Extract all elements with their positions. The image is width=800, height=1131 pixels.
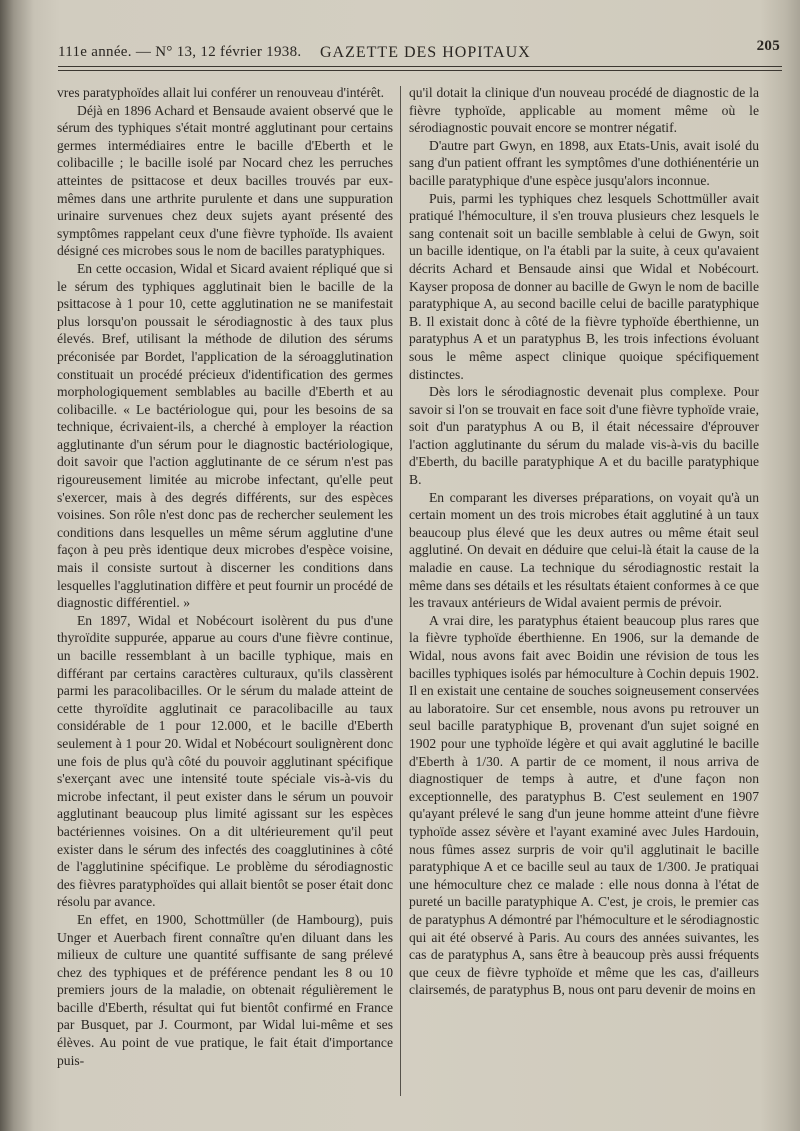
paragraph: A vrai dire, les paratyphus étaient beaucoup plus rares que la fièvre typhoïde éberthienne. En 1906, sur la demande de Widal, nous avons fait avec Boidin une révision de tous les bacilles typhiques isolés par hémoculture à Cochin depuis 1902. Il en existait une centaine de souches soigneusement conservées au laboratoire. Sur cet ensemble, nous avons pu retrouver un seul bacille paratyphique B, provenant d'un sujet soigné en 1902 pour une typhoïde légère et qui avait agglutiné le bacille d'Eberth à 1/30. A partir de ce moment, il nous arriva de diagnostiquer de temps à autre, et d'une façon non exceptionnelle, des paratyphus B. C'est seulement en 1907 qu'ayant prélevé le sang d'un jeune homme atteint d'une fièvre typhoïde assez sévère et l'ayant examiné avec Jules Hardouin, nous fûmes assez surpris de voir qu'il agglutinait le bacille paratyphique A et ce bacille seul au taux de 1/300. Je pratiquai une hémoculture chez ce malade : elle nous donna à l'état de pureté un bacille paratyphique A. C'est, je crois, le premier cas de paratyphus A démontré par l'hémoculture et le sérodiagnostic qui ait été observé à Paris. Au cours des années suivantes, les cas de paratyphus A, sans être à beaucoup près aussi fréquents que ceux de fièvre typhoïde et même que les cas, d'ailleurs clairsemés, de paratyphus B, nous ont paru devenir de moins en — [409, 612, 759, 998]
paragraph: Puis, parmi les typhiques chez lesquels Schottmüller avait pratiqué l'hémoculture, il s'en trouva plusieurs chez lesquels le sang contenait soit un bacille semblable à celui de Gwyn, soit un bacille identique, on l'a établi par la suite, à ceux qu'avaient décrits Achard et Bensaude ainsi que Widal et Nobécourt. Kayser proposa de donner au bacille de Gwyn le nom de bacille paratyphique A, au second bacille celui de bacille paratyphique B. Il existait donc à côté de la fièvre typhoïde éberthienne, un paratyphus A et un paratyphus B, les trois infections évoluant sous le même aspect clinique quoique spécifiquement distinctes. — [409, 190, 759, 382]
column-divider — [400, 86, 401, 1096]
page-number: 205 — [756, 38, 780, 54]
paragraph: En 1897, Widal et Nobécourt isolèrent du pus d'une thyroïdite suppurée, apparue au cours d'une fièvre continue, un bacille ressemblant à un bacille typhique, mais en différant par certains caractères culturaux, qu'ils classèrent parmi les paracolibacilles. Or le sérum du malade atteint de cette thyroïdite agglutinait ce paracolibacille au taux considérable de 1 pour 12.000, et le bacille d'Eberth seulement à 1 pour 20. Widal et Nobécourt soulignèrent donc une fois de plus qu'à côté du pouvoir agglutinant spécifique s'exerçant avec une intensité toute spéciale vis-à-vis du microbe infectant, il peut exister dans le sérum un pouvoir agglutinant beaucoup plus limité agissant sur les espèces bactériennes voisines. On a dit ultérieurement qu'il peut exister dans le sérum des infectés des coagglutinines à côté de l'agglutinine spécifique. Le problème du sérodiagnostic des fièvres paratyphoïdes qui allait bientôt se poser était donc résolu par avance. — [57, 612, 393, 910]
header-rule-bottom — [58, 70, 782, 71]
paragraph: Dès lors le sérodiagnostic devenait plus complexe. Pour savoir si l'on se trouvait en face soit d'une fièvre typhoïde vraie, soit d'un paratyphus A ou B, il était nécessaire d'éprouver l'action agglutinante du sérum du malade vis-à-vis du bacille d'Eberth, du bacille paratyphique A et du bacille paratyphique B. — [409, 384, 759, 488]
left-column — [57, 84, 393, 1069]
issue-info: 111e année. — N° 13, 12 février 1938. — [58, 44, 302, 60]
header-rule-top — [58, 66, 782, 67]
paragraph: Déjà en 1896 Achard et Bensaude avaient observé que le sérum des typhiques s'était montré agglutinant pour certains germes intermédiaires entre le bacille d'Eberth et le colibacille ; le bacille isolé par Nocard chez les perruches atteintes de psittacose et deux bacilles trouvés par eux-mêmes dans une arthrite purulente et dans une suppuration urinaire survenues chez deux sujets ayant présenté des symptômes rappelant ceux d'une fièvre typhoïde. Ils avaient désigné ces microbes sous le nom de bacilles paratyphiques. — [57, 102, 393, 259]
right-column — [409, 84, 759, 999]
paragraph: En effet, en 1900, Schottmüller (de Hambourg), puis Unger et Auerbach firent connaître qu'en diluant dans les milieux de culture une quantité suffisante de sang prélevé chez des typhiques et de préférence pendant les 8 ou 10 premiers jours de la maladie, on obtenait régulièrement le bacille d'Eberth, résultat qui fut bientôt confirmé en France par Busquet, par J. Courmont, par Widal lui-même et ses élèves. Au point de vue pratique, le fait était d'importance puis- — [57, 911, 393, 1068]
page-header — [50, 38, 782, 68]
paragraph: vres paratyphoïdes allait lui conférer un renouveau d'intérêt. — [57, 85, 385, 100]
paragraph: En cette occasion, Widal et Sicard avaient répliqué que si le sérum des typhiques agglutinait bien le bacille de la psittacose à 1 pour 10, cette agglutination ne se manifestait plus lorsqu'on poussait le sérodiagnostic à des taux plus élevés. Bref, utilisant la méthode de dilution des sérums préconisée par Bordet, l'application de la séroagglutination constituait un procédé précieux d'identification des germes morphologiquement semblables au bacille d'Eberth et au colibacille. « Le bactériologue qui, pour les besoins de sa technique, écrivaient-ils, a cherché à employer la réaction agglutinante d'un sérum pour le diagnostic bactériologique, doit savoir que l'action agglutinante de ce sérum n'est pas rigoureusement limitée au microbe infectant, qu'elle peut s'exercer, mais à des degrés différents, sur des espèces voisines. Son rôle n'est donc pas de rechercher seulement les conditions dans lesquelles un même sérum agglutine d'une façon à peu près identique deux microbes d'espèce voisine, mais il consiste surtout à discerner les conditions dans lesquelles l'agglutination diffère et peut fournir un procédé de diagnostic différentiel. » — [57, 260, 393, 611]
paragraph: D'autre part Gwyn, en 1898, aux Etats-Unis, avait isolé du sang d'un patient offrant les symptômes d'une dothiénentérie un bacille paratyphique d'une espèce jusqu'alors inconnue. — [409, 137, 759, 188]
journal-title: GAZETTE DES HOPITAUX — [320, 44, 531, 61]
paragraph: En comparant les diverses préparations, on voyait qu'à un certain moment un des trois microbes était agglutiné à un taux beaucoup plus élevé que les deux autres ou même était seul agglutiné. On devait en déduire que celui-là était la cause de la maladie en cause. La technique du sérodiagnostic restait la même dans ses détails et les résultats étaient conformes à ce que les travaux antérieurs de Widal avaient permis de prévoir. — [409, 489, 759, 611]
paragraph: qu'il dotait la clinique d'un nouveau procédé de diagnostic de la fièvre typhoïde, applicable au moment même où le sérodiagnostic pouvait encore se montrer négatif. — [409, 85, 759, 136]
